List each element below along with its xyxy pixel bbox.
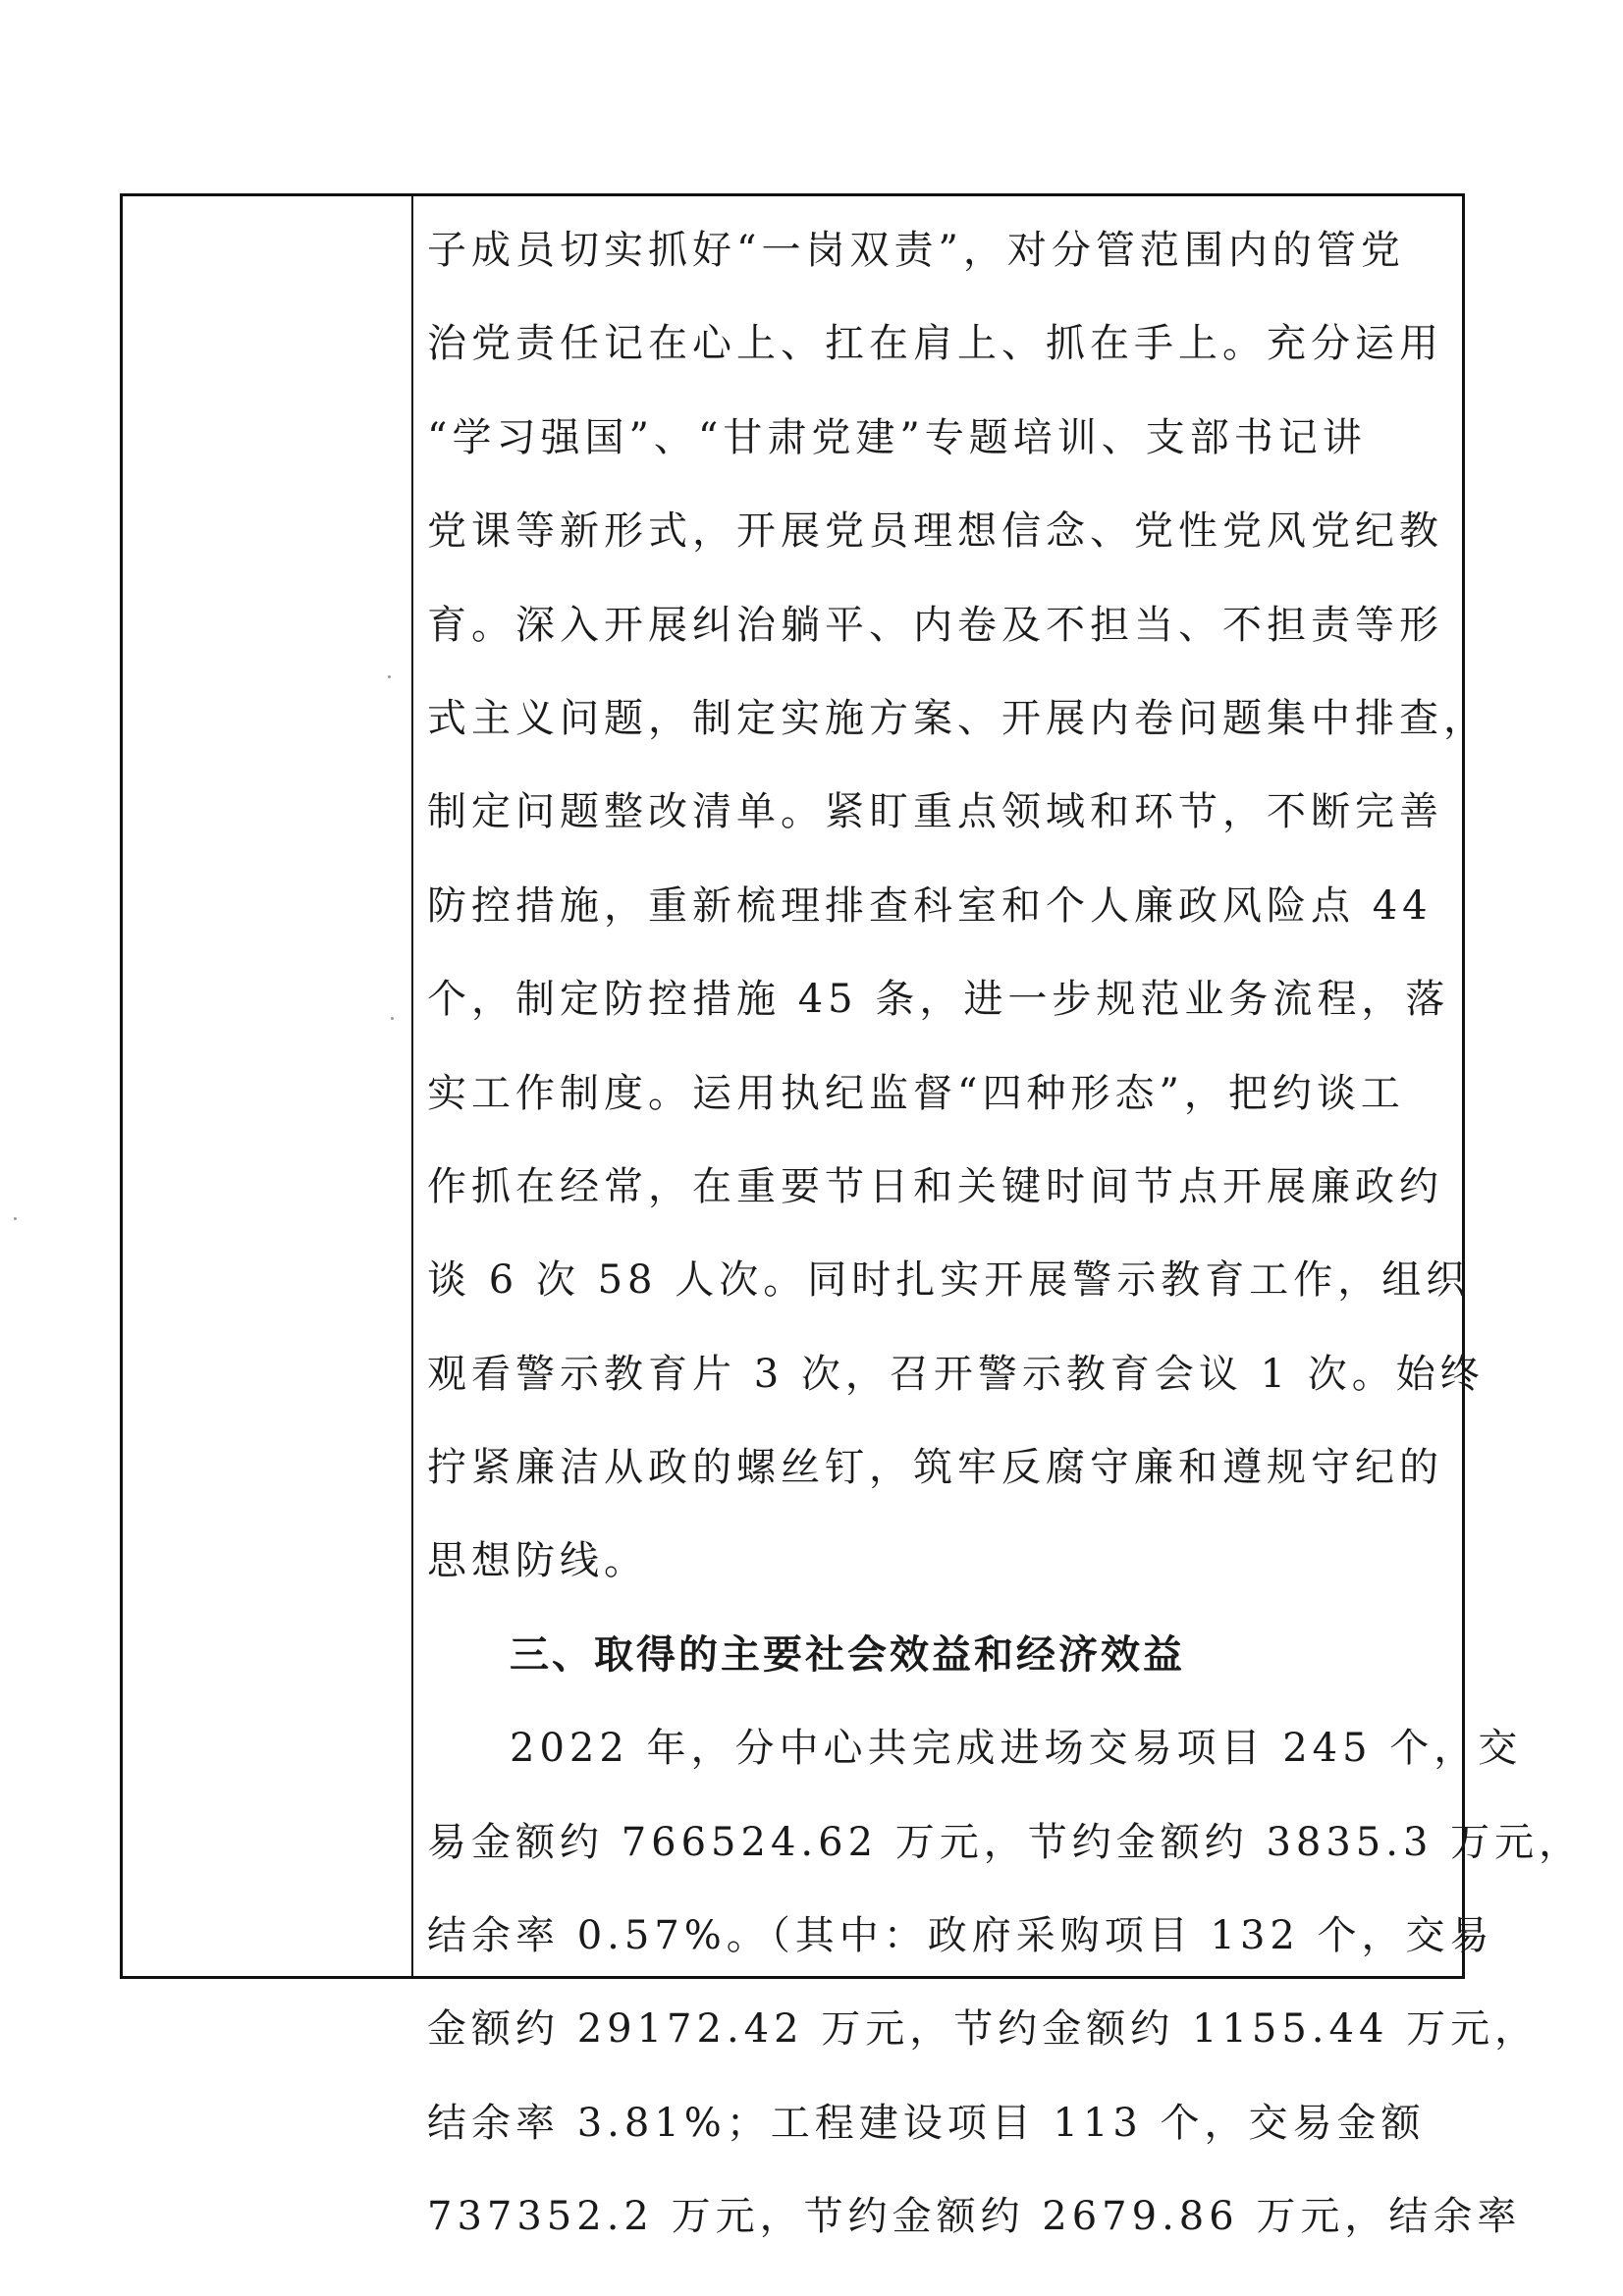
section-heading: 三、取得的主要社会效益和经济效益 bbox=[510, 1631, 1185, 1678]
text-line: 育。深入开展纠治躺平、内卷及不担当、不担责等形 bbox=[427, 602, 1443, 648]
column-divider bbox=[411, 196, 413, 1976]
scan-artifact bbox=[388, 675, 391, 678]
text-line: 作抓在经常，在重要节日和关键时间节点开展廉政约 bbox=[427, 1163, 1443, 1209]
table-content-cell bbox=[427, 204, 1584, 2265]
text-line: 结余率 3.81%；工程建设项目 113 个，交易金额 bbox=[427, 2100, 1426, 2146]
text-line: 结余率 0.57%。（其中：政府采购项目 132 个，交易 bbox=[427, 1913, 1494, 1959]
text-line: 易金额约 766524.62 万元，节约金额约 3835.3 万元， bbox=[427, 1819, 1584, 1865]
scan-artifact bbox=[14, 1217, 17, 1220]
text-line: 谈 6 次 58 人次。同时扎实开展警示教育工作，组织 bbox=[427, 1257, 1471, 1304]
paragraph-economic-benefits bbox=[427, 1702, 1584, 2264]
text-line: 子成员切实抓好“一岗双责”，对分管范围内的管党 bbox=[427, 228, 1405, 273]
text-line: 式主义问题，制定实施方案、开展内卷问题集中排查， bbox=[427, 695, 1488, 741]
text-line: 治党责任记在心上、扛在肩上、抓在手上。充分运用 bbox=[427, 321, 1443, 367]
text-line: “学习强国”、“甘肃党建”专题培训、支部书记讲 bbox=[427, 414, 1367, 460]
text-line: 个，制定防控措施 45 条，进一步规范业务流程，落 bbox=[427, 977, 1450, 1023]
document-table bbox=[120, 193, 1584, 2240]
scan-artifact bbox=[391, 1017, 394, 1020]
text-line: 737352.2 万元，节约金额约 2679.86 万元，结余率 bbox=[427, 2194, 1522, 2240]
text-line: 2022 年，分中心共完成进场交易项目 245 个，交 bbox=[510, 1726, 1523, 1772]
text-line: 金额约 29172.42 万元，节约金额约 1155.44 万元， bbox=[427, 2006, 1540, 2053]
text-line: 制定问题整改清单。紧盯重点领域和环节，不断完善 bbox=[427, 789, 1443, 835]
text-line: 拧紧廉洁从政的螺丝钉，筑牢反腐守廉和遵规守纪的 bbox=[427, 1445, 1443, 1491]
text-line: 实工作制度。运用执纪监督“四种形态”，把约谈工 bbox=[427, 1070, 1405, 1116]
text-line: 思想防线。 bbox=[427, 1538, 648, 1584]
paragraph-party-discipline bbox=[427, 204, 1488, 1609]
text-line: 防控措施，重新梳理排查科室和个人廉政风险点 44 bbox=[427, 882, 1433, 929]
text-line: 观看警示教育片 3 次，召开警示教育会议 1 次。始终 bbox=[427, 1351, 1485, 1397]
text-line: 党课等新形式，开展党员理想信念、党性党风党纪教 bbox=[427, 508, 1443, 555]
